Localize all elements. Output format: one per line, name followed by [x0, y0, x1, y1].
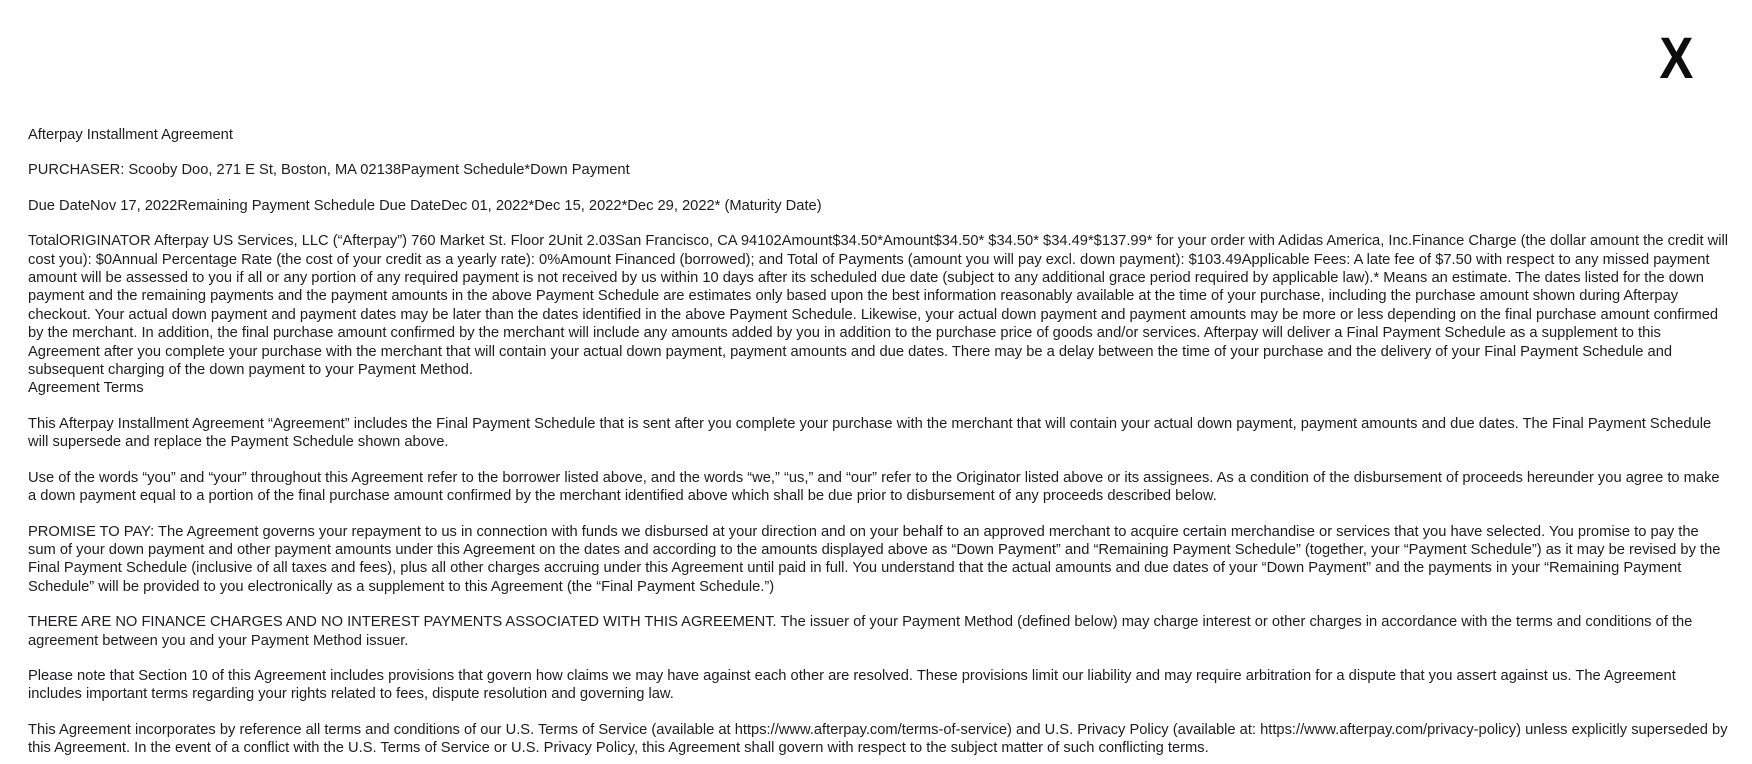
page-title: Afterpay Installment Agreement — [28, 127, 233, 143]
paragraph-section-10-notice: Please note that Section 10 of this Agreement includes provisions that govern how claims we may have against each other are resolved. These provisions limit our liability and may require arbitration for a dispute that you assert against us. The Agreement includes important terms regarding your rights related to fees, dispute resolution and governing law. — [28, 667, 1676, 703]
paragraph-purchaser: PURCHASER: Scooby Doo, 271 E St, Boston, MA 02138Payment Schedule*Down Payment — [28, 162, 630, 179]
paragraph-promise-to-pay: PROMISE TO PAY: The Agreement governs your repayment to us in connection with funds we disbursed at your direction and on your behalf to an approved merchant to acquire certain merchandise or services that you have selected. You promise to pay the sum of your down payment and other payment amounts under this Agreement on the dates and according to the amounts displayed above as “Down Payment” and “Remaining Payment Schedule” (together, your “Payment Schedule”) as it may be revised by the Final Payment Schedule (inclusive of all taxes and fees), plus all other charges accruing under this Agreement until paid in full. You understand that the actual amounts and due dates of your “Down Payment” and the payments in your “Remaining Payment Schedule” will be provided to you electronically as a supplement to this Agreement (the “Final Payment Schedule.”) — [28, 523, 1721, 595]
paragraph-no-finance-charges: THERE ARE NO FINANCE CHARGES AND NO INTEREST PAYMENTS ASSOCIATED WITH THIS AGREEMENT. The issuer of your Payment Method (defined below) may charge interest or other charges in accordance with the terms and conditions of the agreement between you and your Payment Method issuer. — [28, 614, 1693, 649]
paragraph-final-payment-schedule: This Afterpay Installment Agreement “Agreement” includes the Final Payment Schedule that is sent after you complete your purchase with the merchant that will contain your actual down payment, payment amounts and due dates. The Final Payment Schedule will supersede and replace the Payment Schedule shown above. — [28, 415, 1712, 451]
paragraph-definitions: Use of the words “you” and “your” throughout this Agreement refer to the borrower listed above, and the words “we,” “us,” and “our” refer to the Originator listed above or its assignees. As a condition of the disbursement of proceeds hereunder you agree to make a down payment equal to a portion of the final purchase amount confirmed by the merchant identified above which shall be due prior to disbursement of any proceeds described below. — [28, 469, 1720, 505]
agreement-terms-heading: Agreement Terms — [28, 380, 144, 397]
agreement-document — [28, 126, 1730, 764]
paragraph-due-dates: Due DateNov 17, 2022Remaining Payment Schedule Due DateDec 01, 2022*Dec 15, 2022*Dec 29, 2022* (Maturity Date) — [28, 197, 822, 214]
close-icon: X — [1659, 26, 1694, 91]
paragraph-tila-disclosures: TotalORIGINATOR Afterpay US Services, LLC (“Afterpay”) 760 Market St. Floor 2Unit 2.03San Francisco, CA 94102Amount$34.50*Amount$34.50* $34.50* $34.49*$137.99* for your order with Adidas America, Inc.Finance Charge (the dollar amount the credit will cost you): $0Annual Percentage Rate (the cost of your credit as a yearly rate): 0%Amount Financed (borrowed); and Total of Payments (amount you will pay excl. down payment): $103.49Applicable Fees: A late fee of $7.50 with respect to any missed payment amount will be assessed to you if all or any portion of any required payment is not received by us within 10 days after its scheduled due date (subject to any additional grace period required by applicable law).* Means an estimate. The dates listed for the down payment and the remaining payments and the payment amounts in the above Payment Schedule are estimates only based upon the best information reasonably available at the time of your purchase, including the purchase amount shown during Afterpay checkout. Your actual down payment and payment dates may be later than the dates identified in the above Payment Schedule. Likewise, your actual down payment and payment amounts may be more or less depending on the final purchase amount confirmed by the merchant. In addition, the final purchase amount confirmed by the merchant will include any amounts added by you in addition to the purchase price of goods and/or services. Afterpay will deliver a Final Payment Schedule as a supplement to this Agreement after you complete your purchase with the merchant that will contain your actual down payment, payment amounts and due dates. There may be a delay between the time of your purchase and the delivery of your Final Payment Schedule and subsequent charging of the down payment to your Payment Method. — [28, 233, 1729, 379]
close-button[interactable] — [1659, 26, 1694, 91]
paragraph-incorporated-terms: This Agreement incorporates by reference all terms and conditions of our U.S. Terms of Service (available at https://www.afterpay.com/terms-of-service) and U.S. Privacy Policy (available at: https://www.afterpay.com/privacy-policy) unless explicitly superseded by this Agreement. In the event of a conflict with the U.S. Terms of Service or U.S. Privacy Policy, this Agreement shall govern with respect to the subject matter of such conflicting terms. — [28, 721, 1728, 757]
